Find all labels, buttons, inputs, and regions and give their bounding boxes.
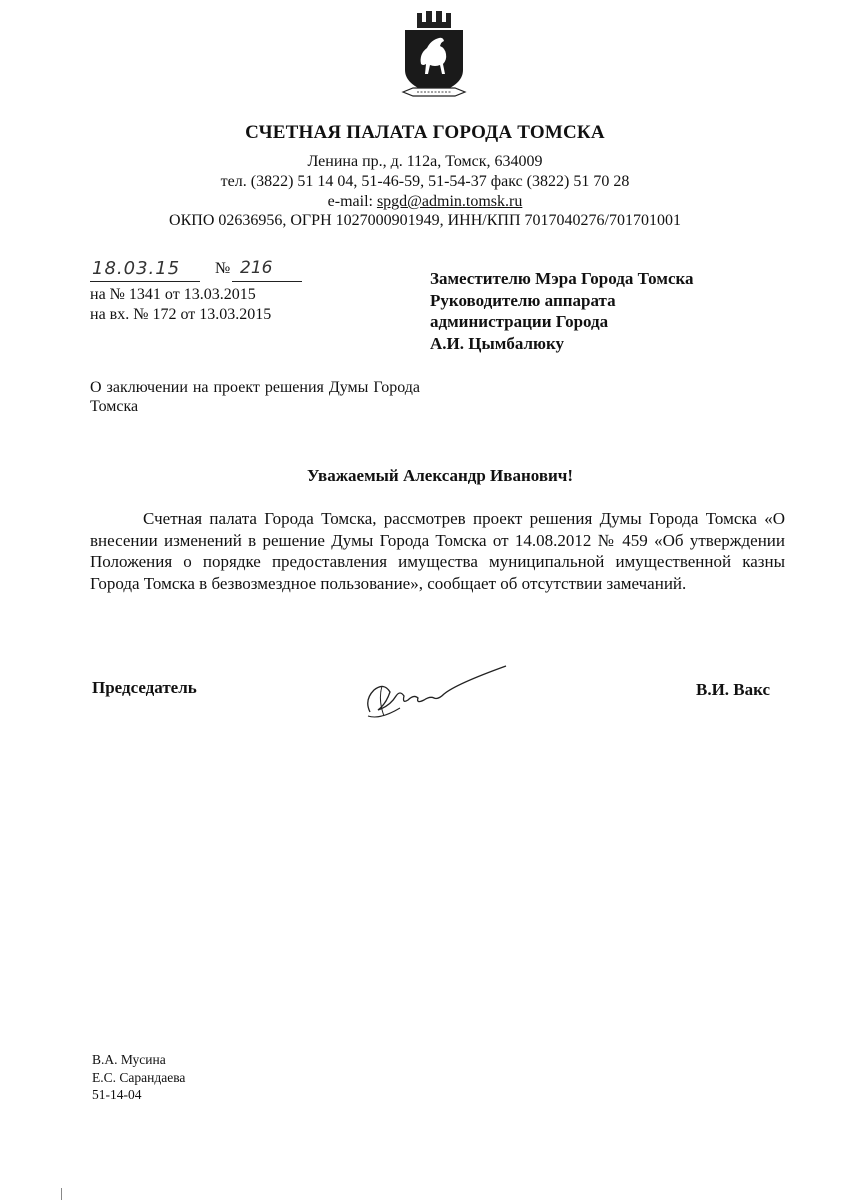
organization-phones: тел. (3822) 51 14 04, 51-46-59, 51-54-37 факс (3822) 51 70 28 [220, 173, 630, 190]
organization-email-line [0, 193, 850, 211]
addressee-block [430, 268, 694, 354]
coat-of-arms-icon [399, 8, 469, 104]
registration-block [90, 258, 320, 328]
letter-subject: О заключении на проект решения Думы Города Томска [90, 379, 420, 415]
handwritten-signature [360, 660, 510, 724]
organization-name: СЧЕТНАЯ ПАЛАТА ГОРОДА ТОМСКА [245, 122, 605, 143]
organization-address: Ленина пр., д. 112а, Томск, 634009 [307, 153, 543, 170]
organization-codes: ОКПО 02636956, ОГРН 1027000901949, ИНН/КПП 7017040276/701701001 [169, 212, 681, 229]
executors-block [92, 1051, 185, 1104]
addressee-line: администрации Города [430, 312, 609, 331]
letter-body: Счетная палата Города Томска, рассмотрев проект решения Думы Города Томска «О внесении изменений в решение Думы Города Томска от 14.08.2012 № 459 «Об утверждении Положения о порядке предоставления имущества муниципальной имущественной казны Города Томска в безвозмездное пользование», сообщает об отсутствии замечаний. [90, 509, 785, 593]
addressee-line: Заместителю Мэра Города Томска [430, 269, 694, 288]
date-underline [90, 281, 200, 282]
email-label: e-mail: [327, 193, 377, 210]
scan-edge-mark [61, 1188, 62, 1200]
handwritten-date: 18.03.15 [92, 258, 181, 279]
reference-line-1: на № 1341 от 13.03.2015 [90, 286, 256, 303]
number-underline [232, 281, 302, 282]
number-label: № [215, 260, 231, 277]
executor-line: Е.С. Сарандаева [92, 1069, 186, 1085]
email-link[interactable]: spgd@admin.tomsk.ru [376, 193, 523, 210]
addressee-line: Руководителю аппарата [430, 290, 616, 310]
signatory-title: Председатель [92, 678, 197, 697]
handwritten-number: 216 [240, 258, 273, 278]
greeting: Уважаемый Александр Иванович! [306, 466, 574, 485]
signatory-name: В.И. Вакс [696, 680, 771, 699]
executor-line: 51-14-04 [92, 1087, 142, 1102]
executor-line: В.А. Мусина [92, 1052, 166, 1067]
reference-line-2: на вх. № 172 от 13.03.2015 [90, 306, 272, 323]
addressee-line: А.И. Цымбалюку [430, 333, 565, 353]
